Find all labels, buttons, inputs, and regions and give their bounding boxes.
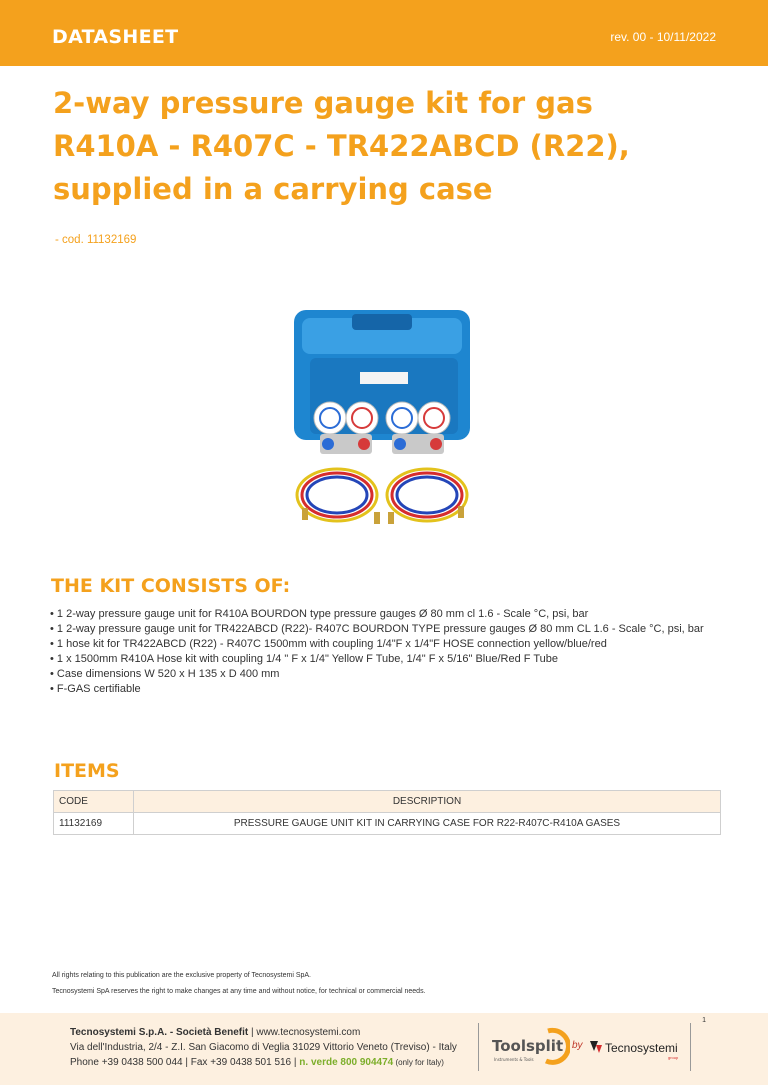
kit-list <box>50 607 720 697</box>
toll-free-note: (only for Italy) <box>393 1058 444 1067</box>
items-section-title: ITEMS <box>54 760 120 782</box>
hoses-left <box>297 469 377 521</box>
datasheet-label: DATASHEET <box>52 26 179 48</box>
gauge-red-1 <box>346 402 378 434</box>
product-code: - cod. 11132169 <box>55 234 137 246</box>
gauge-red-2 <box>418 402 450 434</box>
kit-item: • Case dimensions W 520 x H 135 x D 400 mm <box>50 668 280 680</box>
company-name: Tecnosystemi S.p.A. - Società Benefit <box>70 1027 249 1038</box>
table-row <box>54 813 721 835</box>
hoses-right <box>387 469 467 521</box>
toll-free-number: n. verde 800 904474 <box>299 1057 394 1068</box>
product-image <box>282 300 482 540</box>
company-website-link[interactable]: | www.tecnosystemi.com <box>248 1027 361 1038</box>
items-table <box>53 790 721 835</box>
kit-item: • 1 2-way pressure gauge unit for TR422ABCD (R22)- R407C BOURDON TYPE pressure gauges Ø 80 mm CL 1.6 - Scale °C, psi, bar <box>50 623 704 635</box>
toolsplit-logo <box>490 1027 570 1071</box>
footer-address: Via dell'Industria, 2/4 - Z.I. San Giacomo di Veglia 31029 Vittorio Veneto (Treviso) - Italy <box>70 1042 457 1053</box>
page-number: 1 <box>702 1017 706 1024</box>
legal-notice-1: All rights relating to this publication are the exclusive property of Tecnosystemi SpA. <box>52 972 311 979</box>
footer-divider <box>478 1023 479 1071</box>
tecnosystemi-logo <box>588 1035 680 1063</box>
gauge-blue-2 <box>386 402 418 434</box>
kit-item: • 1 2-way pressure gauge unit for R410A BOURDON type pressure gauges Ø 80 mm cl 1.6 - Scale °C, psi, bar <box>50 608 589 620</box>
revision-date: rev. 00 - 10/11/2022 <box>610 30 716 44</box>
tecnosystemi-logo-group: group <box>668 1055 679 1060</box>
header-bar <box>0 0 768 66</box>
column-header-code: CODE <box>54 791 134 813</box>
product-title: 2-way pressure gauge kit for gas R410A - R407C - TR422ABCD (R22), supplied in a carrying case <box>53 86 630 206</box>
kit-item: • 1 x 1500mm R410A Hose kit with coupling 1/4 " F x 1/4" Yellow F Tube, 1/4" F x 5/16" Blue/Red F Tube <box>50 653 559 665</box>
kit-item: • 1 hose kit for TR422ABCD (R22) - R407C 1500mm with coupling 1/4"F x 1/4"F HOSE connection yellow/blue/red <box>50 638 607 650</box>
gauge-blue-1 <box>314 402 346 434</box>
column-header-description: DESCRIPTION <box>134 791 721 813</box>
footer-company-line <box>70 1027 360 1038</box>
table-header-row <box>54 791 721 813</box>
toolsplit-logo-text: Toolsplit <box>492 1037 564 1055</box>
tecnosystemi-logo-text: Tecnosystemi <box>605 1041 678 1055</box>
toolsplit-logo-subtitle: Instruments & Tools <box>494 1057 534 1062</box>
kit-item: • F-GAS certifiable <box>50 683 141 695</box>
footer <box>0 1013 768 1085</box>
case-handle <box>352 314 412 330</box>
phone-fax: Phone +39 0438 500 044 | Fax +39 0438 501 516 | <box>70 1057 300 1068</box>
legal-notice-2: Tecnosystemi SpA reserves the right to make changes at any time and without notice, for technical or commercial needs. <box>52 988 426 995</box>
footer-divider-right <box>690 1023 691 1071</box>
kit-section-title: THE KIT CONSISTS OF: <box>51 575 291 597</box>
logo-by-text: by <box>572 1040 583 1051</box>
item-code-cell: 11132169 <box>54 813 134 835</box>
footer-contacts <box>70 1057 444 1068</box>
item-description-cell: PRESSURE GAUGE UNIT KIT IN CARRYING CASE FOR R22-R407C-R410A GASES <box>134 813 721 835</box>
